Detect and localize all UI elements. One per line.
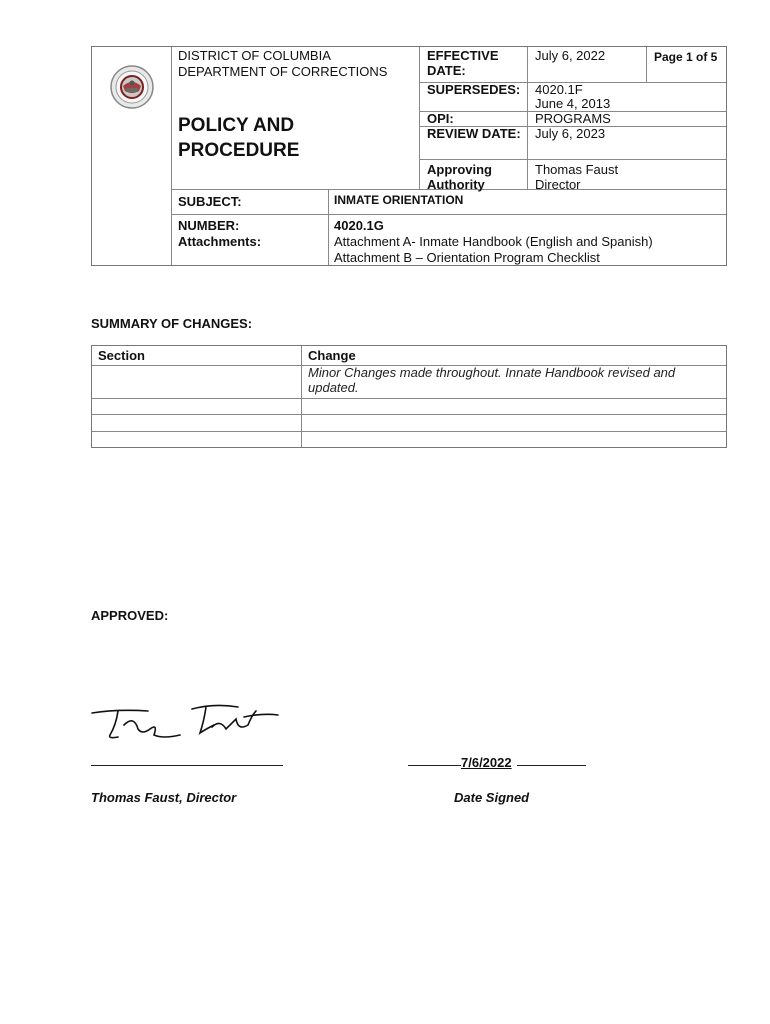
table-divider [92,431,726,432]
document-type: PROCEDURE [178,140,300,161]
agency-department: DEPARTMENT OF CORRECTIONS [178,64,388,79]
header-divider [419,47,420,189]
approving-authority-label: Authority [427,177,485,192]
change-column-header: Change [308,348,356,363]
effective-date-label: DATE: [427,63,466,78]
supersedes-value: 4020.1F [535,82,583,97]
section-column-header: Section [98,348,145,363]
attachments-label: Attachments: [178,234,262,249]
date-signed-label: Date Signed [454,790,530,805]
page-number: Page 1 of 5 [654,50,718,64]
approving-authority-title: Director [535,177,581,192]
opi-value: PROGRAMS [535,111,611,126]
header-divider [171,214,726,215]
approved-label: APPROVED: [91,608,169,623]
date-signed-value: 7/6/2022 [461,755,512,770]
supersedes-label-text: SUPERSEDES: [427,82,521,97]
attachment-item: Attachment B – Orientation Program Checklist [334,250,600,265]
header-divider [419,159,726,160]
header-divider [171,47,172,265]
approving-authority-label: Approving [427,162,492,177]
signer-name: Thomas Faust, Director [91,790,237,805]
review-date-value: July 6, 2023 [535,126,606,141]
subject-value: INMATE ORIENTATION [334,193,464,207]
attachment-item: Attachment A- Inmate Handbook (English and Spanish) [334,234,653,249]
effective-date-value: July 6, 2022 [535,48,606,63]
summary-of-changes-title: SUMMARY OF CHANGES: [91,316,253,331]
table-row-change: Minor Changes made throughout. Innate Handbook revised and updated. [308,365,676,395]
table-divider [92,398,726,399]
dc-doc-seal-logo [109,64,155,110]
supersedes-date: June 4, 2013 [535,96,611,111]
review-date-label: REVIEW DATE: [427,126,521,141]
agency-name: DISTRICT OF COLUMBIA [178,48,331,63]
table-divider [92,414,726,415]
date-line [408,765,461,766]
date-line [517,765,586,766]
effective-date-label: EFFECTIVE [427,48,499,63]
number-value: 4020.1G [334,218,384,233]
signature-line [91,765,283,766]
director-signature [88,695,283,745]
header-divider [646,47,647,82]
subject-label: SUBJECT: [178,194,242,209]
number-label: NUMBER: [178,218,240,233]
approving-authority-name: Thomas Faust [535,162,619,177]
document-type: POLICY AND [178,115,295,136]
opi-label: OPI: [427,111,454,126]
summary-of-changes-table [91,345,727,448]
header-divider [527,47,528,189]
header-divider [328,189,329,265]
supersedes-label [427,82,520,97]
